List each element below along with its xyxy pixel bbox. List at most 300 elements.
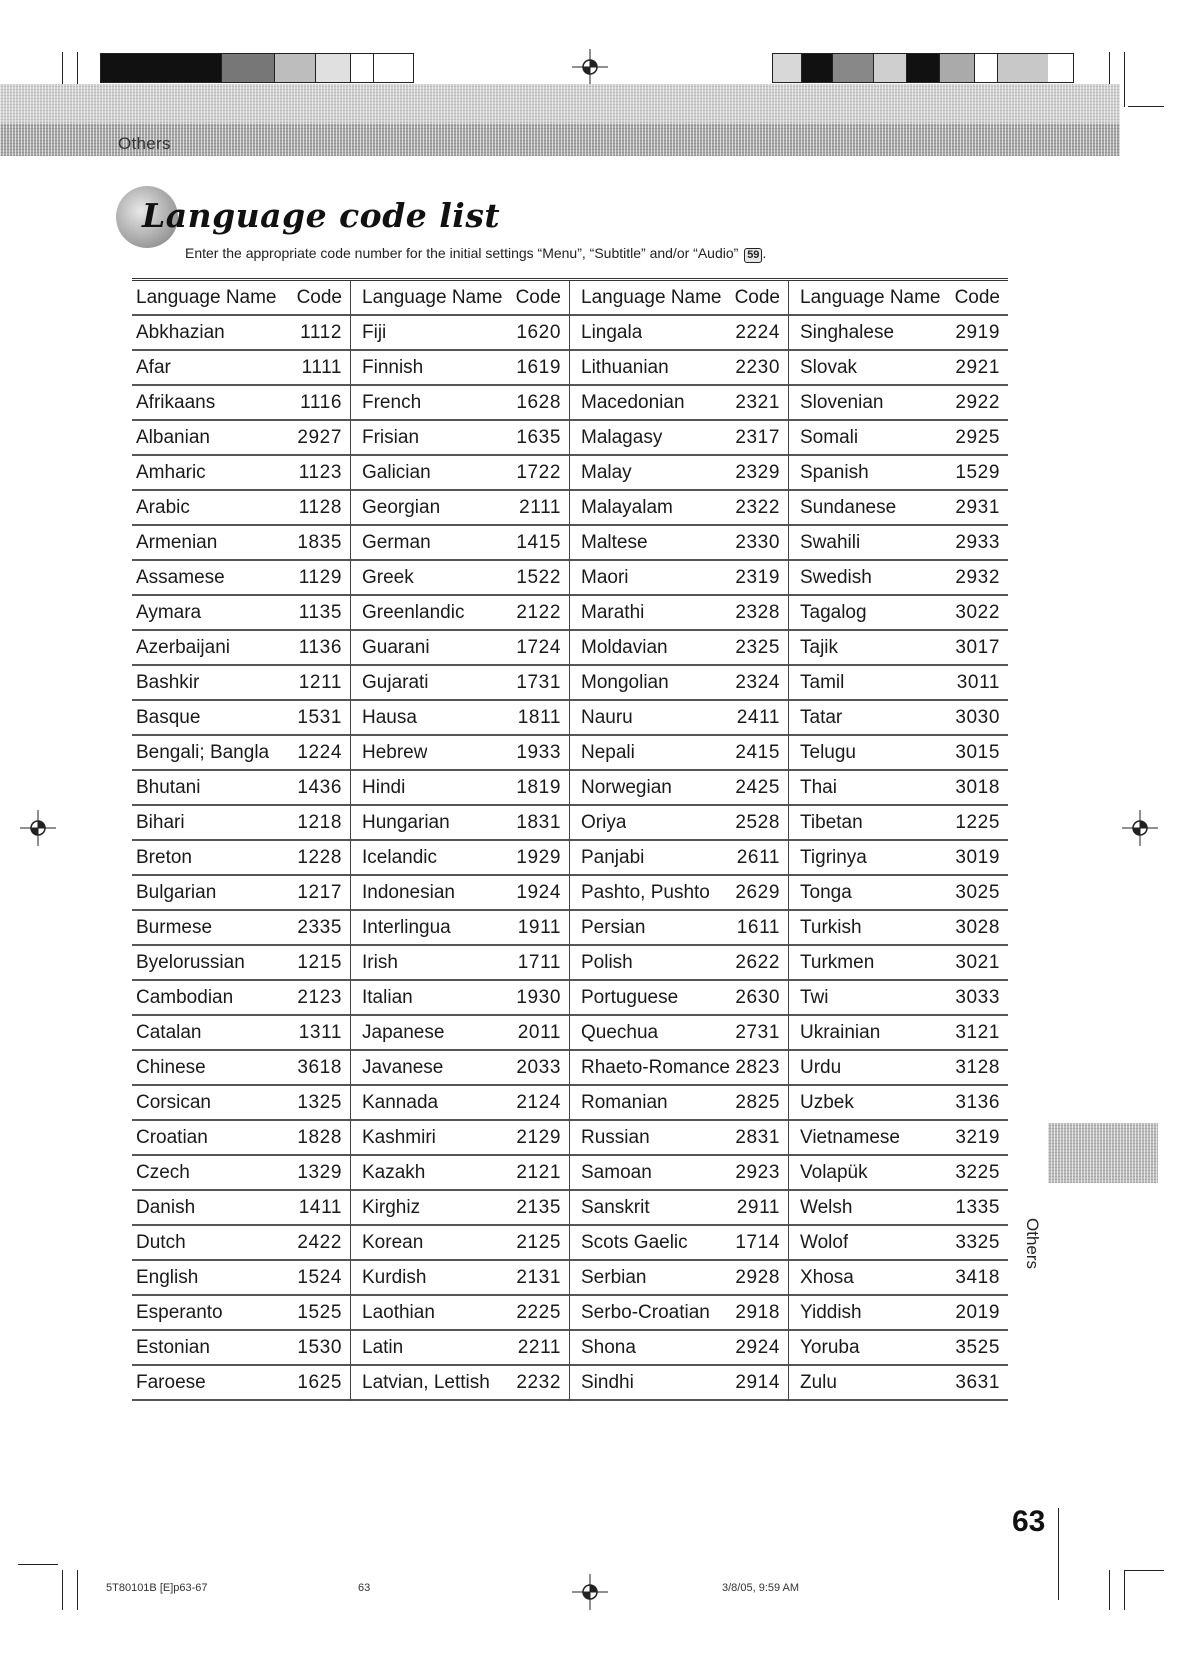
language-name: Turkish (800, 916, 862, 938)
language-name: Danish (136, 1196, 196, 1218)
table-row (789, 1191, 1008, 1226)
language-name: Malayalam (581, 496, 673, 518)
language-name: Javanese (362, 1056, 444, 1078)
language-name: Urdu (800, 1056, 842, 1078)
language-code: 1811 (517, 706, 561, 728)
language-name: Fiji (362, 321, 387, 343)
language-code: 1411 (298, 1196, 342, 1218)
table-row (351, 421, 569, 456)
language-code: 1112 (300, 321, 342, 343)
table-row (351, 1366, 569, 1401)
language-code: 2123 (297, 986, 342, 1008)
header-code: Code (296, 286, 342, 308)
language-name: Latin (362, 1336, 404, 1358)
language-code: 1329 (297, 1161, 342, 1183)
table-header-row (789, 281, 1008, 316)
language-code: 1911 (517, 916, 561, 938)
language-name: Afar (136, 356, 171, 378)
language-code: 2317 (735, 426, 780, 448)
language-code: 2415 (735, 741, 780, 763)
language-name: Welsh (800, 1196, 853, 1218)
table-row (789, 946, 1008, 981)
language-name: Uzbek (800, 1091, 854, 1113)
language-code: 2831 (735, 1126, 780, 1148)
table-row (132, 1261, 350, 1296)
language-name: Nepali (581, 741, 635, 763)
language-name: Catalan (136, 1021, 202, 1043)
language-name: Tagalog (800, 601, 867, 623)
language-code: 2924 (735, 1336, 780, 1358)
table-row (132, 1226, 350, 1261)
language-name: Hindi (362, 776, 406, 798)
language-code: 2225 (516, 1301, 561, 1323)
language-name: Tonga (800, 881, 852, 903)
language-name: Macedonian (581, 391, 685, 413)
language-name: Gujarati (362, 671, 429, 693)
language-name: English (136, 1266, 199, 1288)
language-code: 1116 (300, 391, 342, 413)
language-code: 3631 (955, 1371, 1000, 1393)
language-code: 3128 (955, 1056, 1000, 1078)
language-name: Burmese (136, 916, 213, 938)
table-row (789, 1296, 1008, 1331)
table-row (132, 1156, 350, 1191)
language-code: 2211 (517, 1336, 561, 1358)
language-name: Panjabi (581, 846, 645, 868)
language-name: Vietnamese (800, 1126, 900, 1148)
table-row (351, 1051, 569, 1086)
crop-mark (1124, 1570, 1125, 1610)
language-code: 3030 (955, 706, 1000, 728)
table-row (570, 876, 788, 911)
language-code: 3015 (955, 741, 1000, 763)
table-row (351, 316, 569, 351)
table-row (351, 1016, 569, 1051)
language-code: 1531 (297, 706, 342, 728)
language-code: 2932 (955, 566, 1000, 588)
table-row (351, 841, 569, 876)
table-row (570, 946, 788, 981)
language-code: 1529 (955, 461, 1000, 483)
language-name: Japanese (362, 1021, 445, 1043)
language-code: 1218 (297, 811, 342, 833)
language-name: Mongolian (581, 671, 669, 693)
table-row (351, 701, 569, 736)
language-name: Rhaeto-Romance (581, 1056, 730, 1078)
table-row (132, 561, 350, 596)
section-label: Others (118, 134, 171, 153)
language-code: 2919 (955, 321, 1000, 343)
language-name: Ukrainian (800, 1021, 881, 1043)
table-row (351, 946, 569, 981)
language-code: 1135 (298, 601, 342, 623)
language-name: Wolof (800, 1231, 849, 1253)
language-name: Italian (362, 986, 413, 1008)
language-name: Sindhi (581, 1371, 634, 1393)
table-row (570, 1016, 788, 1051)
language-code: 2629 (735, 881, 780, 903)
language-code: 1933 (516, 741, 561, 763)
language-code: 3136 (955, 1091, 1000, 1113)
language-code: 1217 (297, 881, 342, 903)
language-name: Lithuanian (581, 356, 669, 378)
table-row (132, 736, 350, 771)
language-code: 3022 (955, 601, 1000, 623)
language-code: 1625 (297, 1371, 342, 1393)
language-name: Bihari (136, 811, 185, 833)
table-row (789, 701, 1008, 736)
language-name: Hungarian (362, 811, 450, 833)
table-row (570, 526, 788, 561)
language-name: Georgian (362, 496, 441, 518)
language-name: Breton (136, 846, 192, 868)
language-code: 2033 (516, 1056, 561, 1078)
registration-mark-icon (1120, 808, 1160, 848)
crop-mark (1124, 52, 1125, 107)
language-name: Greek (362, 566, 414, 588)
table-row (351, 1261, 569, 1296)
footer-file-id: 5T80101B [E]p63-67 (106, 1582, 208, 1594)
table-row (132, 981, 350, 1016)
language-code: 2731 (735, 1021, 780, 1043)
language-name: Kirghiz (362, 1196, 421, 1218)
table-row (789, 386, 1008, 421)
table-row (351, 631, 569, 666)
table-row (570, 981, 788, 1016)
language-code: 2630 (735, 986, 780, 1008)
language-name: Hausa (362, 706, 417, 728)
table-row (789, 316, 1008, 351)
language-code: 2911 (736, 1196, 780, 1218)
table-row (351, 806, 569, 841)
language-name: Twi (800, 986, 829, 1008)
table-row (570, 1296, 788, 1331)
language-code: 3525 (955, 1336, 1000, 1358)
table-row (570, 491, 788, 526)
language-code: 1436 (297, 776, 342, 798)
language-code: 3018 (955, 776, 1000, 798)
language-name: Serbian (581, 1266, 647, 1288)
language-name: Telugu (800, 741, 856, 763)
table-row (132, 1051, 350, 1086)
table-row (351, 1226, 569, 1261)
language-code: 2121 (516, 1161, 561, 1183)
table-row (789, 1086, 1008, 1121)
footer-page: 63 (358, 1582, 371, 1594)
crop-mark (62, 1570, 63, 1610)
language-name: Kannada (362, 1091, 439, 1113)
language-code: 1831 (516, 811, 561, 833)
language-name: Scots Gaelic (581, 1231, 688, 1253)
language-name: Malay (581, 461, 632, 483)
table-row (570, 316, 788, 351)
language-code: 2011 (517, 1021, 561, 1043)
language-code: 1620 (516, 321, 561, 343)
language-name: Amharic (136, 461, 206, 483)
language-code: 2322 (735, 496, 780, 518)
language-name: Icelandic (362, 846, 437, 868)
language-name: Interlingua (362, 916, 451, 938)
table-row (132, 596, 350, 631)
language-name: Maltese (581, 531, 648, 553)
language-code: 1228 (297, 846, 342, 868)
language-name: Xhosa (800, 1266, 854, 1288)
table-row (351, 1121, 569, 1156)
table-row (132, 1016, 350, 1051)
language-code: 2918 (735, 1301, 780, 1323)
side-section-label: Others (1023, 1218, 1042, 1270)
table-row (570, 421, 788, 456)
language-code: 3219 (955, 1126, 1000, 1148)
table-row (570, 1331, 788, 1366)
header-code: Code (734, 286, 780, 308)
table-row (789, 631, 1008, 666)
table-row (789, 876, 1008, 911)
language-code: 2611 (736, 846, 780, 868)
language-code: 3025 (955, 881, 1000, 903)
table-row (132, 1121, 350, 1156)
language-code-table (132, 278, 1008, 1401)
language-code: 2230 (735, 356, 780, 378)
table-row (132, 666, 350, 701)
table-row (570, 561, 788, 596)
language-code: 1522 (516, 566, 561, 588)
table-row (570, 736, 788, 771)
language-code: 2922 (955, 391, 1000, 413)
language-name: Tamil (800, 671, 845, 693)
language-name: Shona (581, 1336, 636, 1358)
language-name: Samoan (581, 1161, 652, 1183)
table-row (789, 1226, 1008, 1261)
table-row (789, 911, 1008, 946)
language-name: Norwegian (581, 776, 672, 798)
language-name: Irish (362, 951, 398, 973)
table-row (132, 351, 350, 386)
language-code: 1628 (516, 391, 561, 413)
language-name: Singhalese (800, 321, 895, 343)
language-name: Marathi (581, 601, 645, 623)
language-name: Aymara (136, 601, 202, 623)
page-reference-icon: 59 (744, 248, 762, 263)
table-row (789, 1016, 1008, 1051)
crop-mark (62, 52, 63, 88)
language-name: Croatian (136, 1126, 208, 1148)
table-row (351, 666, 569, 701)
language-name: Moldavian (581, 636, 668, 658)
language-code: 1731 (516, 671, 561, 693)
table-row (351, 491, 569, 526)
language-name: Turkmen (800, 951, 875, 973)
language-name: Maori (581, 566, 629, 588)
language-name: Swedish (800, 566, 872, 588)
registration-mark-icon (570, 47, 610, 87)
language-code: 1924 (516, 881, 561, 903)
language-code: 1530 (297, 1336, 342, 1358)
language-code: 2329 (735, 461, 780, 483)
table-row (570, 1226, 788, 1261)
table-row (132, 1191, 350, 1226)
language-name: Tajik (800, 636, 839, 658)
language-name: Kazakh (362, 1161, 426, 1183)
language-name: Tigrinya (800, 846, 867, 868)
language-code: 1835 (297, 531, 342, 553)
language-name: Somali (800, 426, 859, 448)
language-code: 1136 (298, 636, 342, 658)
language-name: Assamese (136, 566, 225, 588)
language-name: Afrikaans (136, 391, 216, 413)
color-calibration-bar (100, 53, 414, 83)
table-row (789, 526, 1008, 561)
language-name: Armenian (136, 531, 218, 553)
table-row (351, 1296, 569, 1331)
language-name: French (362, 391, 422, 413)
table-row (351, 1191, 569, 1226)
table-row (789, 1156, 1008, 1191)
language-name: German (362, 531, 431, 553)
language-name: Slovenian (800, 391, 884, 413)
table-row (351, 456, 569, 491)
language-code: 1929 (516, 846, 561, 868)
crop-mark (77, 1570, 78, 1610)
language-name: Greenlandic (362, 601, 465, 623)
language-name: Tibetan (800, 811, 863, 833)
registration-mark-icon (570, 1572, 610, 1612)
language-name: Quechua (581, 1021, 659, 1043)
table-row (132, 1296, 350, 1331)
language-code: 3019 (955, 846, 1000, 868)
table-row (570, 911, 788, 946)
language-code: 2823 (735, 1056, 780, 1078)
table-row (570, 351, 788, 386)
table-row (132, 1331, 350, 1366)
language-name: Zulu (800, 1371, 837, 1393)
table-row (570, 841, 788, 876)
crop-mark (1124, 1570, 1164, 1571)
language-name: Oriya (581, 811, 627, 833)
language-name: Lingala (581, 321, 643, 343)
table-row (132, 806, 350, 841)
table-row (132, 771, 350, 806)
language-name: Nauru (581, 706, 633, 728)
table-row (789, 841, 1008, 876)
table-column (570, 281, 789, 1401)
language-name: Dutch (136, 1231, 186, 1253)
language-name: Malagasy (581, 426, 663, 448)
language-name: Galician (362, 461, 431, 483)
table-row (132, 701, 350, 736)
crop-mark (77, 52, 78, 88)
language-name: Bhutani (136, 776, 201, 798)
language-code: 1635 (516, 426, 561, 448)
table-row (132, 526, 350, 561)
language-code: 1724 (516, 636, 561, 658)
language-code: 1225 (955, 811, 1000, 833)
language-code: 1335 (955, 1196, 1000, 1218)
language-code: 2129 (516, 1126, 561, 1148)
table-row (789, 421, 1008, 456)
table-column (351, 281, 570, 1401)
table-row (351, 771, 569, 806)
language-code: 2925 (955, 426, 1000, 448)
language-code: 2622 (735, 951, 780, 973)
language-code: 1128 (298, 496, 342, 518)
language-code: 3017 (955, 636, 1000, 658)
language-name: Russian (581, 1126, 650, 1148)
header-code: Code (515, 286, 561, 308)
table-row (351, 981, 569, 1016)
language-code: 2825 (735, 1091, 780, 1113)
table-row (132, 491, 350, 526)
language-code: 1111 (301, 356, 342, 378)
language-name: Latvian, Lettish (362, 1371, 490, 1393)
language-code: 1123 (298, 461, 342, 483)
language-name: Byelorussian (136, 951, 245, 973)
language-name: Cambodian (136, 986, 234, 1008)
language-code: 1828 (297, 1126, 342, 1148)
language-code: 3011 (956, 671, 1000, 693)
language-code: 3121 (955, 1021, 1000, 1043)
language-name: Indonesian (362, 881, 455, 903)
language-name: Faroese (136, 1371, 206, 1393)
table-row (789, 771, 1008, 806)
language-code: 2927 (297, 426, 342, 448)
table-row (789, 561, 1008, 596)
language-code: 1930 (516, 986, 561, 1008)
table-row (570, 1086, 788, 1121)
table-row (351, 876, 569, 911)
table-row (132, 456, 350, 491)
table-row (351, 561, 569, 596)
language-code: 2422 (297, 1231, 342, 1253)
language-name: Romanian (581, 1091, 668, 1113)
language-name: Spanish (800, 461, 869, 483)
language-name: Bulgarian (136, 881, 217, 903)
language-code: 2425 (735, 776, 780, 798)
language-code: 1415 (516, 531, 561, 553)
table-row (570, 456, 788, 491)
table-row (351, 1086, 569, 1121)
table-row (570, 1191, 788, 1226)
table-row (789, 1261, 1008, 1296)
table-row (789, 1051, 1008, 1086)
table-row (132, 316, 350, 351)
language-name: Esperanto (136, 1301, 223, 1323)
language-name: Portuguese (581, 986, 679, 1008)
crop-mark (18, 1564, 58, 1565)
subtitle-period: . (762, 245, 767, 261)
language-code: 3033 (955, 986, 1000, 1008)
table-row (789, 806, 1008, 841)
language-code: 2131 (516, 1266, 561, 1288)
table-row (570, 631, 788, 666)
language-code: 2931 (955, 496, 1000, 518)
table-row (132, 946, 350, 981)
table-column (132, 281, 351, 1401)
table-header-row (570, 281, 788, 316)
language-name: Corsican (136, 1091, 211, 1113)
table-row (351, 1156, 569, 1191)
language-name: Bashkir (136, 671, 200, 693)
language-name: Albanian (136, 426, 210, 448)
table-row (132, 631, 350, 666)
language-code: 2928 (735, 1266, 780, 1288)
table-header-row (132, 281, 350, 316)
language-name: Yiddish (800, 1301, 862, 1323)
language-code: 1524 (297, 1266, 342, 1288)
language-name: Hebrew (362, 741, 428, 763)
table-column (789, 281, 1008, 1401)
footer-timestamp: 3/8/05, 9:59 AM (722, 1582, 800, 1594)
